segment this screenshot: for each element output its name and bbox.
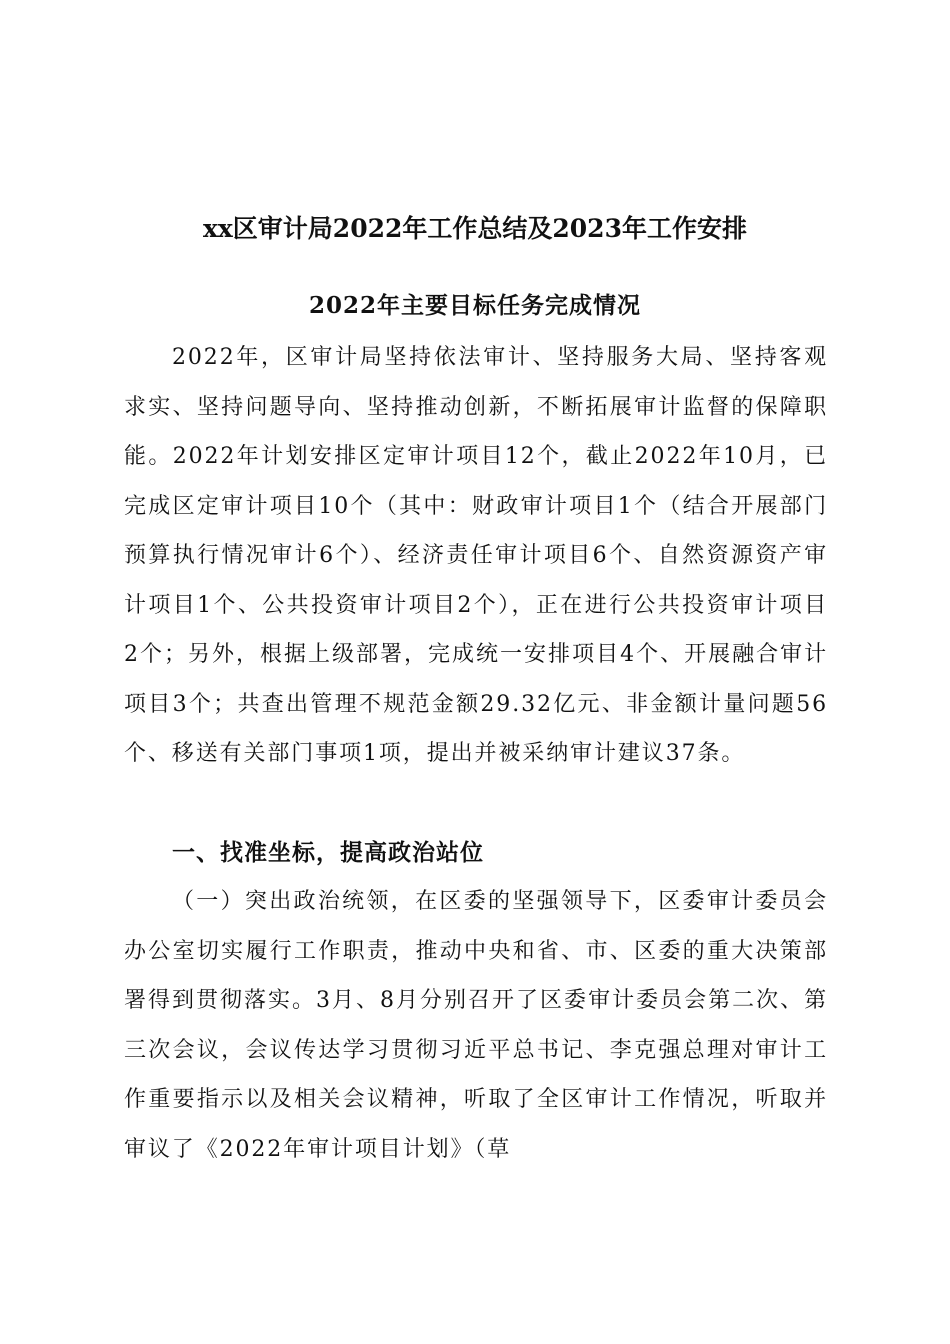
document-title: xx区审计局2022年工作总结及2023年工作安排 (203, 214, 747, 243)
heading-level-1: 一、找准坐标，提高政治站位 (172, 839, 484, 866)
paragraph-item-1: （一）突出政治统领，在区委的坚强领导下，区委审计委员会办公室切实履行工作职责，推动中央和省、市、区委的重大决策部署得到贯彻落实。3月、8月分别召开了区委审计委员会第二次、第三次会议，会议传达学习贯彻习近平总书记、李克强总理对审计工作重要指示以及相关会议精神，听取了全区审计工作情况，听取并审议了《2022年审计项目计划》（草 (124, 889, 828, 1162)
paragraph-intro: 2022年，区审计局坚持依法审计、坚持服务大局、坚持客观求实、坚持问题导向、坚持推动创新，不断拓展审计监督的保障职能。2022年计划安排区定审计项目12个，截止2022年10月，已完成区定审计项目10个（其中：财政审计项目1个（结合开展部门预算执行情况审计6个）、经济责任审计项目6个、自然资源资产审计项目1个、公共投资审计项目2个），正在进行公共投资审计项目2个；另外，根据上级部署，完成统一安排项目4个、开展融合审计项目3个；共查出管理不规范金额29.32亿元、非金额计量问题56个、移送有关部门事项1项，提出并被采纳审计建议37条。 (124, 345, 828, 766)
section-title: 2022年主要目标任务完成情况 (308, 292, 641, 319)
